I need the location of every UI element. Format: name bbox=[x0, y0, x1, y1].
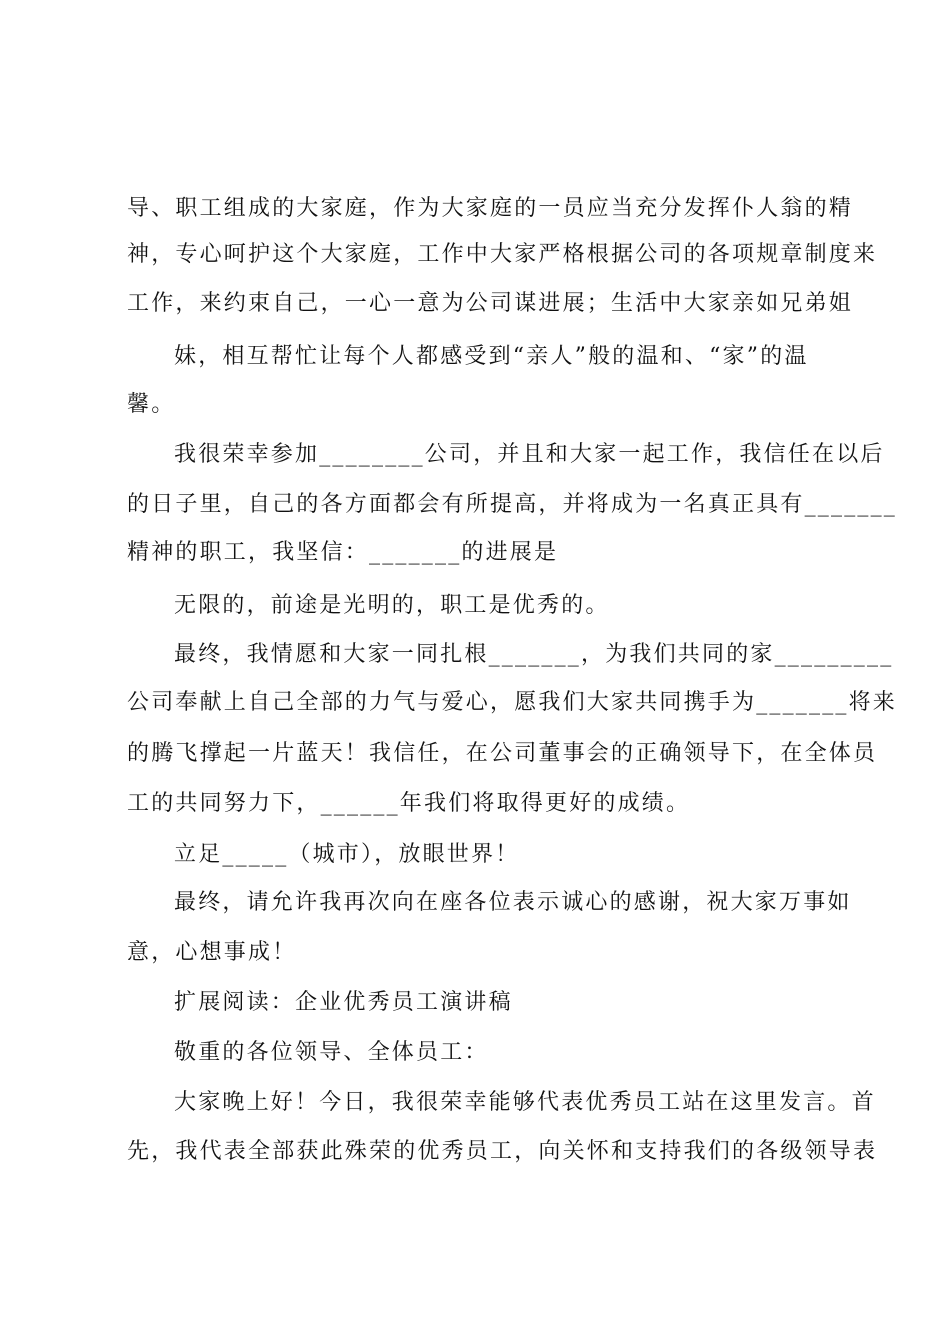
text-line: 大家晚上好！今日，我很荣幸能够代表优秀员工站在这里发言。首 bbox=[174, 1090, 876, 1115]
text-line: 扩展阅读：企业优秀员工演讲稿 bbox=[174, 990, 513, 1015]
text-line: 导、职工组成的大家庭，作为大家庭的一员应当充分发挥仆人翁的精 bbox=[127, 196, 854, 221]
text-line: 我很荣幸参加________公司，并且和大家一起工作，我信任在以后 bbox=[174, 442, 885, 467]
text-line: 意，心想事成！ bbox=[127, 940, 297, 965]
text-line: 最终，请允许我再次向在座各位表示诚心的感谢，祝大家万事如 bbox=[174, 890, 852, 915]
text-line: 公司奉献上自己全部的力气与爱心，愿我们大家共同携手为_______将来 bbox=[127, 690, 898, 715]
text-line: 敬重的各位领导、全体员工： bbox=[174, 1040, 489, 1065]
text-line: 先，我代表全部获此殊荣的优秀员工，向关怀和支持我们的各级领导表 bbox=[127, 1139, 878, 1164]
text-line: 的日子里，自己的各方面都会有所提高，并将成为一名真正具有_______ bbox=[127, 492, 898, 517]
text-line: 精神的职工，我坚信：_______的进展是 bbox=[127, 540, 559, 565]
text-line: 神，专心呵护这个大家庭，工作中大家严格根据公司的各项规章制度来 bbox=[127, 242, 878, 267]
text-line: 最终，我情愿和大家一同扎根_______，为我们共同的家_________ bbox=[174, 642, 894, 667]
text-line: 的腾飞撑起一片蓝天！我信任，在公司董事会的正确领导下，在全体员 bbox=[127, 741, 878, 766]
text-line: 工的共同努力下，______年我们将取得更好的成绩。 bbox=[127, 791, 691, 816]
text-line: 工作，来约束自己，一心一意为公司谋进展；生活中大家亲如兄弟姐 bbox=[127, 291, 854, 316]
text-line: 妹，相互帮忙让每个人都感受到“亲人”般的温和、“家”的温 bbox=[174, 344, 809, 369]
text-line: 立足_____（城市），放眼世界！ bbox=[174, 842, 520, 867]
text-line: 馨。 bbox=[127, 392, 176, 417]
text-line: 无限的，前途是光明的，职工是优秀的。 bbox=[174, 593, 610, 618]
